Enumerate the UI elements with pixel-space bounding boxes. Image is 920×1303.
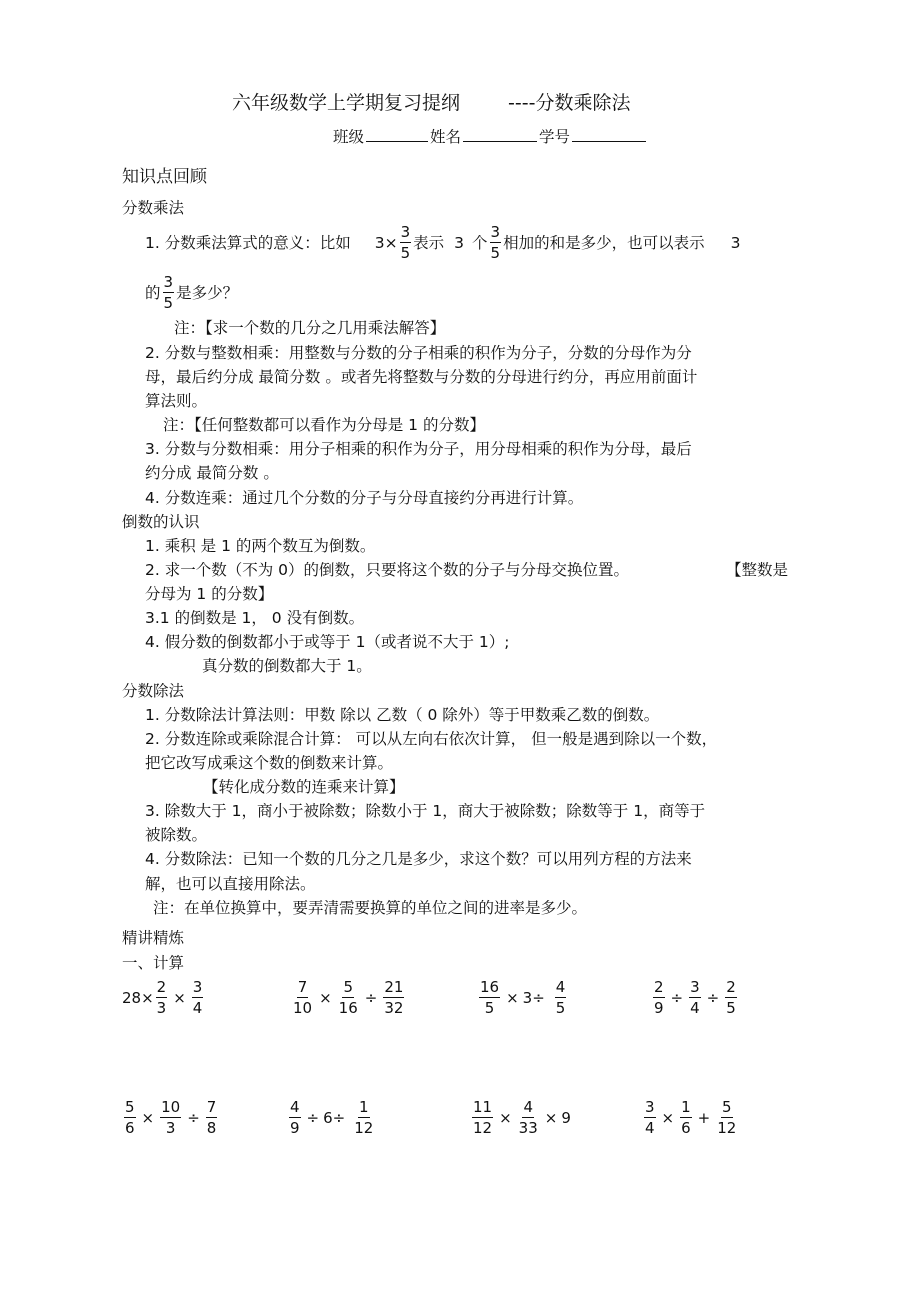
expr-8 bbox=[642, 1100, 739, 1136]
student-info bbox=[333, 127, 648, 146]
mult-p3-l2: 约分成 最简分数 。 bbox=[145, 464, 279, 482]
div-p2-note: 【转化成分数的连乘来计算】 bbox=[203, 778, 405, 796]
div-p2-l2: 把它改写成乘这个数的倒数来计算。 bbox=[145, 754, 394, 772]
number-blank[interactable] bbox=[572, 127, 646, 142]
div-note: 注：在单位换算中，要弄清需要换算的单位之间的进率是多少。 bbox=[153, 899, 588, 917]
times-operator: × bbox=[661, 1109, 675, 1127]
number-label: 学号 bbox=[539, 128, 571, 146]
expr-8-frac-1: $\frac{3}{4}$ bbox=[645, 1098, 655, 1137]
mult-p1-g: 是多少？ bbox=[176, 284, 239, 302]
expr-3-frac-2: $\frac{4}{5}$ bbox=[555, 978, 566, 1017]
div-p4-l1: 4. 分数除法：已知一个数的几分之几是多少，求这个数？可以用列方程的方法来 bbox=[145, 850, 692, 868]
expr-8-frac-2: $\frac{1}{6}$ bbox=[681, 1098, 691, 1137]
expr-1-frac-2: $\frac{3}{4}$ bbox=[192, 978, 203, 1017]
expr-5-frac-1: $\frac{5}{6}$ bbox=[125, 1098, 135, 1137]
expr-6-frac-2: $\frac{1}{12}$ bbox=[354, 1098, 374, 1137]
expr-4-frac-3: $\frac{2}{5}$ bbox=[726, 978, 736, 1017]
expr-5 bbox=[122, 1100, 219, 1136]
divide-operator: ÷ bbox=[364, 989, 378, 1007]
mult-p2-l2: 母，最后约分成 最简分数 。或者先将整数与分数的分母进行约分，再应用前面计 bbox=[145, 368, 698, 386]
mult-note2: 注：【任何整数都可以看作为分母是 1 的分数】 bbox=[163, 416, 485, 434]
name-label: 姓名 bbox=[430, 128, 462, 146]
div-p2-l1: 2. 分数连除或乘除混合计算： 可以从左向右依次计算， 但一般是遇到除以一个数， bbox=[145, 730, 718, 748]
div-heading: 分数除法 bbox=[122, 682, 185, 700]
div-p1: 1. 分数除法计算法则：甲数 除以 乙数（ 0 除外）等于甲数乘乙数的倒数。 bbox=[145, 706, 660, 724]
mult-p1-line2 bbox=[145, 275, 238, 311]
fraction-three-fifths: $\frac{3}{5}$ bbox=[163, 273, 174, 312]
recip-p1: 1. 乘积 是 1 的两个数互为倒数。 bbox=[145, 537, 376, 555]
mult-p2-l3: 算法则。 bbox=[145, 392, 208, 410]
recip-p2-l1: 2. 求一个数（不为 0）的倒数，只要将这个数的分子与分母交换位置。 bbox=[145, 561, 630, 579]
fraction-three-fifths: $\frac{3}{5}$ bbox=[490, 223, 501, 262]
mult-p1-f: 的 bbox=[145, 284, 161, 302]
class-blank[interactable] bbox=[366, 127, 428, 142]
mult-p1-d: 相加的和是多少，也可以表示 bbox=[503, 234, 705, 252]
practice-heading: 精讲精炼 bbox=[122, 929, 185, 947]
section-review-heading: 知识点回顾 bbox=[122, 167, 207, 187]
expr-2-frac-2: $\frac{5}{16}$ bbox=[338, 978, 358, 1017]
name-blank[interactable] bbox=[463, 127, 537, 142]
title-sub: ----分数乘除法 bbox=[508, 92, 631, 114]
page-title bbox=[232, 88, 630, 115]
expr-7-frac-1: $\frac{11}{12}$ bbox=[473, 1098, 493, 1137]
mult-note1: 注：【求一个数的几分之几用乘法解答】 bbox=[174, 319, 446, 337]
plus-operator: + bbox=[697, 1109, 711, 1127]
expr-2-frac-1: $\frac{7}{10}$ bbox=[293, 978, 313, 1017]
mult-p1-b: 表示 bbox=[413, 234, 445, 252]
times-operator: × bbox=[173, 989, 186, 1007]
expr-4 bbox=[651, 980, 739, 1016]
expr-7-tail: 9 bbox=[561, 1109, 571, 1127]
recip-heading: 倒数的认识 bbox=[122, 513, 200, 531]
expr-3-mid: 3÷ bbox=[522, 989, 545, 1007]
times-operator: × bbox=[141, 1109, 155, 1127]
recip-p3: 3.1 的倒数是 1， 0 没有倒数。 bbox=[145, 609, 365, 627]
class-label: 班级 bbox=[333, 128, 365, 146]
div-p3-l2: 被除数。 bbox=[145, 826, 208, 844]
expr-6-frac-1: $\frac{4}{9}$ bbox=[290, 1098, 300, 1137]
mult-heading: 分数乘法 bbox=[122, 199, 185, 217]
expr-2 bbox=[290, 980, 406, 1016]
div-p4-l2: 解，也可以直接用除法。 bbox=[145, 875, 316, 893]
expr-6 bbox=[287, 1100, 376, 1136]
mult-p1-3: 3 bbox=[454, 234, 465, 252]
times-operator: × bbox=[319, 989, 332, 1007]
expr-7-frac-2: $\frac{4}{33}$ bbox=[518, 1098, 538, 1137]
expr-5-frac-3: $\frac{7}{8}$ bbox=[206, 1098, 217, 1137]
divide-operator: ÷ bbox=[187, 1109, 200, 1127]
div-p3-l1: 3. 除数大于 1，商小于被除数；除数小于 1，商大于被除数；除数等于 1，商等于 bbox=[145, 802, 706, 820]
mult-p4: 4. 分数连乘：通过几个分数的分子与分母直接约分再进行计算。 bbox=[145, 489, 584, 507]
expr-8-frac-3: $\frac{5}{12}$ bbox=[717, 1098, 737, 1137]
expr-1-lead: 28× bbox=[122, 989, 154, 1007]
recip-p2-l2: 分母为 1 的分数】 bbox=[145, 585, 274, 603]
mult-p1-line1 bbox=[145, 225, 740, 261]
expr-3-frac-1: $\frac{16}{5}$ bbox=[480, 978, 500, 1017]
recip-p2-l1b: 【整数是 bbox=[726, 561, 789, 579]
expr-4-frac-2: $\frac{3}{4}$ bbox=[690, 978, 700, 1017]
times-operator: × bbox=[544, 1109, 558, 1127]
divide-operator: ÷ bbox=[670, 989, 684, 1007]
expr-6-mid: 6÷ bbox=[323, 1109, 346, 1127]
divide-operator: ÷ bbox=[306, 1109, 320, 1127]
fraction-three-fifths: $\frac{3}{5}$ bbox=[400, 223, 411, 262]
expr-3 bbox=[477, 980, 568, 1016]
expr-2-frac-3: $\frac{21}{32}$ bbox=[384, 978, 404, 1017]
title-main: 六年级数学上学期复习提纲 bbox=[232, 92, 461, 114]
mult-p3-l1: 3. 分数与分数相乘：用分子相乘的积作为分子，用分母相乘的积作为分母，最后 bbox=[145, 440, 692, 458]
recip-p4-l2: 真分数的倒数都大于 1。 bbox=[202, 657, 372, 675]
divide-operator: ÷ bbox=[706, 989, 720, 1007]
expr-1-frac-1: $\frac{2}{3}$ bbox=[156, 978, 167, 1017]
mult-p2-l1: 2. 分数与整数相乘：用整数与分数的分子相乘的积作为分子，分数的分母作为分 bbox=[145, 344, 692, 362]
mult-p1-3x: 3× bbox=[374, 234, 398, 252]
mult-p1-e: 3 bbox=[730, 234, 741, 252]
times-operator: × bbox=[506, 989, 519, 1007]
mult-p1-a: 1. 分数乘法算式的意义：比如 bbox=[145, 234, 351, 252]
times-operator: × bbox=[499, 1109, 512, 1127]
expr-7 bbox=[470, 1100, 571, 1136]
expr-1 bbox=[122, 980, 205, 1016]
expr-4-frac-1: $\frac{2}{9}$ bbox=[654, 978, 664, 1017]
recip-p4-l1: 4. 假分数的倒数都小于或等于 1（或者说不大于 1）; bbox=[145, 633, 510, 651]
calc-heading: 一、计算 bbox=[122, 954, 185, 972]
expr-5-frac-2: $\frac{10}{3}$ bbox=[161, 1098, 181, 1137]
mult-p1-c: 个 bbox=[472, 234, 488, 252]
